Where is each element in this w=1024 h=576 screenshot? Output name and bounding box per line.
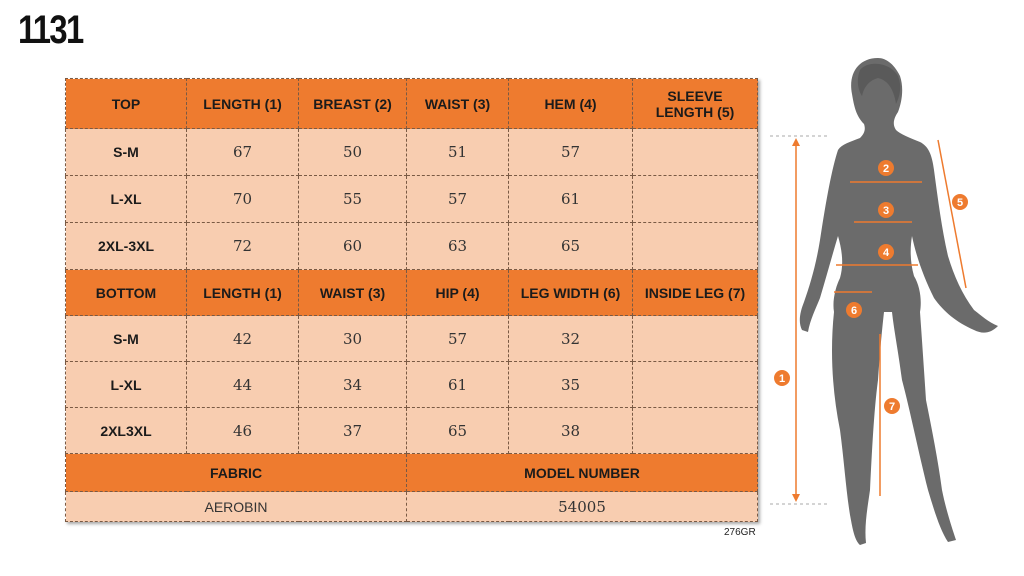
table-cell: 63 xyxy=(407,223,509,270)
bottom-header-length: LENGTH (1) xyxy=(187,270,299,316)
table-cell: 61 xyxy=(407,362,509,408)
table-row xyxy=(66,223,758,270)
bottom-header-inside-leg: INSIDE LEG (7) xyxy=(633,270,758,316)
badge-6-label: 6 xyxy=(850,305,858,317)
model-number-label: MODEL NUMBER xyxy=(407,454,758,492)
table-cell: 38 xyxy=(509,408,633,454)
table-cell: 57 xyxy=(407,176,509,223)
model-number-value: 54005 xyxy=(407,492,758,522)
badge-4-label: 4 xyxy=(882,247,890,259)
top-header-label: TOP xyxy=(66,79,187,129)
reference-code: 276GR xyxy=(724,527,756,538)
table-row xyxy=(66,408,758,454)
top-header-length: LENGTH (1) xyxy=(187,79,299,129)
size-label: L-XL xyxy=(66,176,187,223)
table-cell: 70 xyxy=(187,176,299,223)
product-code: 1131 xyxy=(18,8,83,52)
table-cell xyxy=(633,408,758,454)
bottom-header-row xyxy=(66,270,758,316)
table-cell: 57 xyxy=(509,129,633,176)
table-row xyxy=(66,316,758,362)
table-cell: 34 xyxy=(299,362,407,408)
badge-7-label: 7 xyxy=(888,401,896,413)
table-cell: 44 xyxy=(187,362,299,408)
bottom-header-hip: HIP (4) xyxy=(407,270,509,316)
size-label: 2XL-3XL xyxy=(66,223,187,270)
table-cell: 32 xyxy=(509,316,633,362)
badge-3-label: 3 xyxy=(882,205,890,217)
table-cell: 57 xyxy=(407,316,509,362)
top-header-row xyxy=(66,79,758,129)
badge-5-label: 5 xyxy=(956,197,964,209)
table-cell: 55 xyxy=(299,176,407,223)
table-cell xyxy=(633,223,758,270)
table-cell: 51 xyxy=(407,129,509,176)
table-cell: 35 xyxy=(509,362,633,408)
table-cell: 65 xyxy=(509,223,633,270)
fabric-header-row xyxy=(66,454,758,492)
top-header-waist: WAIST (3) xyxy=(407,79,509,129)
fabric-value-row xyxy=(66,492,758,522)
table-cell xyxy=(633,316,758,362)
body-silhouette xyxy=(800,58,998,545)
table-cell: 50 xyxy=(299,129,407,176)
table-cell xyxy=(633,362,758,408)
top-header-breast: BREAST (2) xyxy=(299,79,407,129)
fabric-label: FABRIC xyxy=(66,454,407,492)
table-cell: 37 xyxy=(299,408,407,454)
table-cell: 72 xyxy=(187,223,299,270)
table-row xyxy=(66,129,758,176)
table-row xyxy=(66,176,758,223)
fabric-value: AEROBIN xyxy=(66,492,407,522)
table-row xyxy=(66,362,758,408)
sleeve-line-2: LENGTH (5) xyxy=(655,103,735,120)
table-cell xyxy=(633,129,758,176)
bottom-header-leg-width: LEG WIDTH (6) xyxy=(509,270,633,316)
table-cell xyxy=(633,176,758,223)
table-cell: 67 xyxy=(187,129,299,176)
bottom-header-waist: WAIST (3) xyxy=(299,270,407,316)
table-cell: 61 xyxy=(509,176,633,223)
size-label: L-XL xyxy=(66,362,187,408)
top-header-sleeve-length xyxy=(633,79,758,129)
table-cell: 65 xyxy=(407,408,509,454)
table-cell: 46 xyxy=(187,408,299,454)
size-chart-table xyxy=(65,78,758,522)
bottom-header-label: BOTTOM xyxy=(66,270,187,316)
table-cell: 30 xyxy=(299,316,407,362)
size-label: S-M xyxy=(66,129,187,176)
body-measurement-figure xyxy=(760,50,1020,560)
table-cell: 42 xyxy=(187,316,299,362)
sleeve-line-1: SLEEVE xyxy=(667,87,723,104)
badge-2-label: 2 xyxy=(882,163,890,175)
size-label: 2XL3XL xyxy=(66,408,187,454)
top-header-hem: HEM (4) xyxy=(509,79,633,129)
size-label: S-M xyxy=(66,316,187,362)
table-cell: 60 xyxy=(299,223,407,270)
badge-1-label: 1 xyxy=(778,373,786,385)
